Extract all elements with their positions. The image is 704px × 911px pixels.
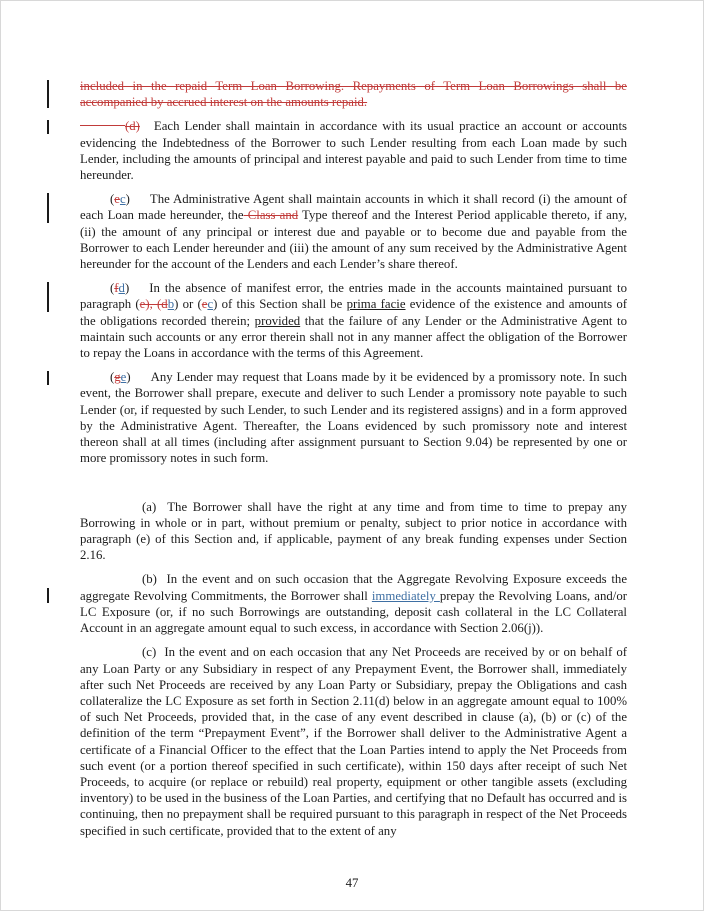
body-text-run: ) or ( [174,297,202,312]
paragraph-c [80,644,627,838]
change-bar [47,588,49,603]
body-text-run: Each Lender shall maintain in accordance with its usual practice an account or accounts evidencing the Indebtedness of the Borrower to such Lender resulting from each Loan made by such Lender, including the amounts of principal and interest payable and paid to such Lender from time to time hereunder. [80,119,627,183]
body-text-run: ) of this Section shall be [213,297,347,312]
body-text-run: prepay the Revolving Loans, and/or LC Exposure (or, if no such Borrowings are outstanding, deposit cash collateral in the LC Collateral Account in an aggregate amount equal to such excess, in accordance with Section 2.06(j)). [80,588,627,636]
deleted-text-run: e), (d [139,297,168,312]
inserted-letter: d [118,281,125,296]
change-bar [47,120,49,134]
underlined-term: prima facie [346,297,406,312]
paragraph-ge [80,369,627,466]
body-text-run: evidence of the existence and amounts of the obligations recorded therein; [80,297,627,328]
deleted-text-run: e [201,297,208,312]
deleted-paragraph-label: (d) [125,119,140,134]
body-text-run: (b) In the event and on such occasion that the Aggregate Revolving Exposure exceeds the aggregate Revolving Commitments, the Borrower shall [80,572,627,603]
inserted-text-run: b [167,297,175,312]
body-text-run: (a) The Borrower shall have the right at any time and from time to time to prepay any Borrowing in whole or in part, without premium or penalty, subject to prior notice in accordance with paragraph (e) of this Section and, if applicable, payment of any break funding expenses under Section 2.16. [80,499,627,563]
paragraph-deleted-carryover [80,78,627,110]
deleted-letter: g [114,370,121,385]
body-text-run: Any Lender may request that Loans made by it be evidenced by a promissory note. In such event, the Borrower shall prepare, execute and deliver to such Lender a promissory note payable to such Lender (or, if requested by such Lender, to such Lender and its registered assigns) and in a form approved by the Administrative Agent. Thereafter, the Loans evidenced by such promissory note and interest thereon shall at all times (including after assignment pursuant to Section 9.04) be represented by one or more promissory notes in such form. [80,370,627,466]
label-close-paren: ) [125,192,130,207]
label-open-paren: ( [110,281,115,296]
body-text-run: In the absence of manifest error, the entries made in the accounts maintained pursuant to paragraph ( [80,281,627,312]
change-bar [47,282,49,312]
label-close-paren: ) [124,281,130,296]
paragraph-a [80,499,627,564]
page-number: 47 [345,876,359,890]
underlined-term: provided [254,313,301,328]
body-text-run: The Administrative Agent shall maintain accounts in which it shall record (i) the amount of each Loan made hereunder, the [80,192,627,223]
paragraph-ec [80,191,627,272]
inserted-letter: e [120,370,127,385]
inserted-letter: c [119,192,126,207]
change-bar [47,80,49,108]
label-close-paren: ) [126,370,131,385]
paragraph-b [80,571,627,636]
label-open-paren: ( [110,370,115,385]
document-body [80,78,627,847]
deleted-tab-strike [80,125,125,126]
inserted-text-run: immediately [371,588,440,603]
paragraph-fd [80,280,627,361]
deleted-letter: e [114,192,120,207]
change-bar [47,193,49,223]
paragraph-d [80,118,627,183]
change-bar [47,371,49,385]
body-text-run: that the failure of any Lender or the Administrative Agent to maintain such accounts or any error therein shall not in any manner affect the obligation of the Borrower to repay the Loans in accordance with the terms of this Agreement. [80,313,627,361]
deleted-letter: f [114,281,119,296]
body-text-run: Type thereof and the Interest Period applicable thereto, if any, (ii) the amount of any principal or interest due and payable or to become due and payable from the Borrower to each Lender hereunder and (iii) the amount of any sum received by the Administrative Agent hereunder for the account of the Lenders and each Lender’s share thereof. [80,208,628,272]
label-open-paren: ( [110,192,115,207]
body-text-run: (c) In the event and on each occasion that any Net Proceeds are received by or on behalf of any Loan Party or any Subsidiary in respect of any Prepayment Event, the Borrower shall, immediately after such Net Proceeds are received by any Loan Party or Subsidiary, prepay the Obligations and cash collateralize the LC Exposure as set forth in Section 2.11(d) below in an aggregate amount equal to 100% of such Net Proceeds, provided that, in the case of any event described in clause (a), (b) or (c) of the definition of the term “Prepayment Event”, if the Borrower shall deliver to the Administrative Agent a certificate of a Financial Officer to the effect that the Loan Parties intend to apply the Net Proceeds from such event (or a portion thereof specified in such certificate), within 150 days after receipt of such Net Proceeds, to acquire (or replace or rebuild) real property, equipment or other tangible assets (excluding inventory) to be used in the business of the Loan Parties, and certifying that no Default has occurred and is continuing, then no prepayment shall be required pursuant to this paragraph in respect of the Net Proceeds specified in such certificate, provided that to the extent of any [80,645,627,838]
deleted-text-run: included in the repaid Term Loan Borrowing. Repayments of Term Loan Borrowings shall be accompanied by accrued interest on the amounts repaid. [80,79,627,110]
deleted-text-run: Class and [243,208,299,223]
inserted-text-run: c [207,297,214,312]
section-heading [80,474,627,490]
